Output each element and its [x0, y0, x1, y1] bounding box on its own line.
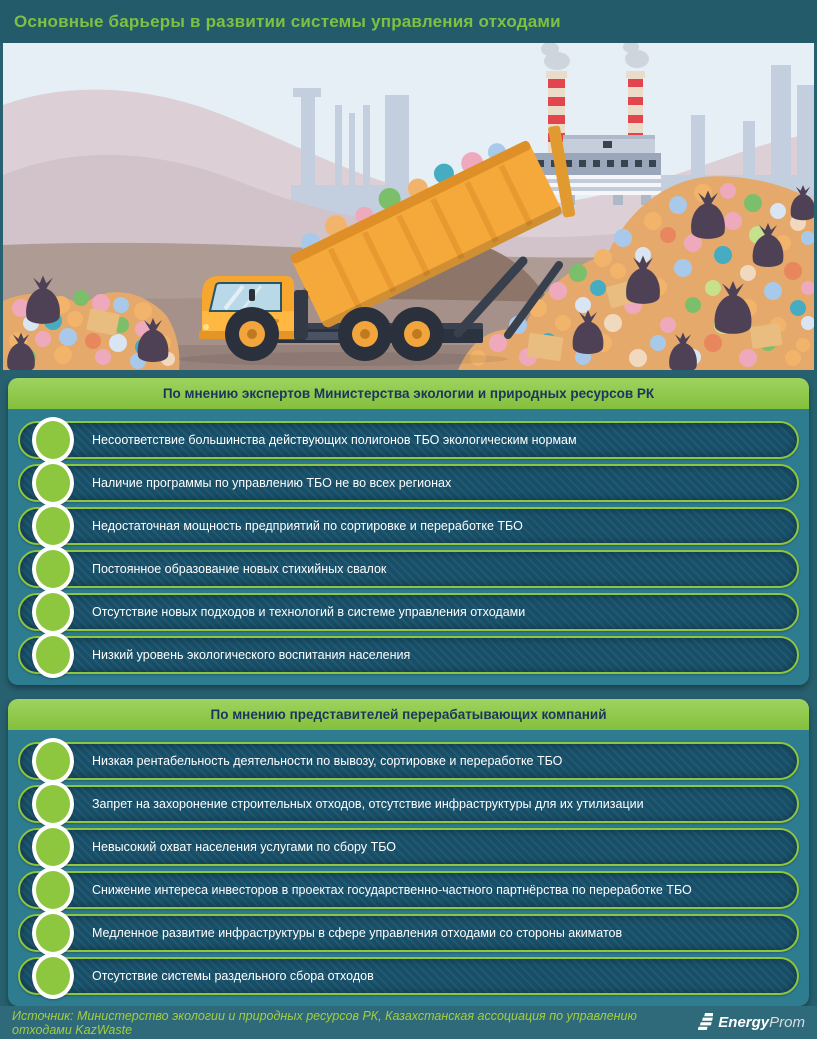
barrier-item — [18, 871, 799, 909]
barrier-item — [18, 785, 799, 823]
barrier-item — [18, 914, 799, 952]
title-bar — [0, 0, 817, 43]
barrier-text: Запрет на захоронение строительных отходов, отсутствие инфраструктуры для их утилизации — [92, 797, 644, 811]
logo-text-energy: Energy — [718, 1013, 770, 1031]
energyprom-logo — [698, 1013, 805, 1032]
barrier-text: Снижение интереса инвесторов в проектах государственно-частного партнёрства по переработке ТБО — [92, 883, 692, 897]
logo-text-prom: Prom — [769, 1013, 805, 1031]
bullet-circle-icon — [32, 738, 74, 784]
barrier-item — [18, 593, 799, 631]
bullet-circle-icon — [32, 546, 74, 592]
barrier-text: Медленное развитие инфраструктуры в сфере управления отходами со стороны акиматов — [92, 926, 623, 940]
barrier-item — [18, 421, 799, 459]
bullet-circle-icon — [32, 867, 74, 913]
barrier-item — [18, 550, 799, 588]
barrier-item — [18, 957, 799, 995]
footer-bar — [0, 1006, 817, 1039]
section-ministry-experts — [8, 378, 809, 685]
energyprom-icon — [698, 1013, 713, 1032]
bullet-circle-icon — [32, 824, 74, 870]
barrier-item — [18, 828, 799, 866]
section-recycling-companies — [8, 699, 809, 1006]
bullet-circle-icon — [32, 589, 74, 635]
bullet-circle-icon — [32, 503, 74, 549]
source-text: Источник: Министерство экологии и природных ресурсов РК, Казахстанская ассоциация по управлению отходами KazWaste — [12, 1008, 637, 1037]
barrier-text: Постоянное образование новых стихийных свалок — [92, 562, 387, 576]
barrier-text: Низкая рентабельность деятельности по вывозу, сортировке и переработке ТБО — [92, 754, 563, 768]
barrier-list — [8, 409, 809, 685]
bullet-circle-icon — [32, 953, 74, 999]
barrier-list — [8, 730, 809, 1006]
barrier-item — [18, 507, 799, 545]
barrier-text: Отсутствие новых подходов и технологий в системе управления отходами — [92, 605, 526, 619]
section-title: По мнению представителей перерабатывающих компаний — [8, 699, 809, 730]
bullet-circle-icon — [32, 632, 74, 678]
barrier-item — [18, 742, 799, 780]
section-title: По мнению экспертов Министерства экологии и природных ресурсов РК — [8, 378, 809, 409]
bullet-circle-icon — [32, 417, 74, 463]
landfill-illustration — [3, 43, 814, 370]
barrier-text: Недостаточная мощность предприятий по сортировке и переработке ТБО — [92, 519, 523, 533]
bullet-circle-icon — [32, 910, 74, 956]
barrier-item — [18, 464, 799, 502]
infographic-title: Основные барьеры в развитии системы управления отходами — [14, 11, 561, 31]
barrier-item — [18, 636, 799, 674]
bullet-circle-icon — [32, 781, 74, 827]
barrier-text: Несоответствие большинства действующих полигонов ТБО экологическим нормам — [92, 433, 577, 447]
barrier-text: Наличие программы по управлению ТБО не во всех регионах — [92, 476, 452, 490]
barrier-text: Низкий уровень экологического воспитания населения — [92, 648, 411, 662]
barrier-text: Отсутствие системы раздельного сбора отходов — [92, 969, 374, 983]
bullet-circle-icon — [32, 460, 74, 506]
barrier-text: Невысокий охват населения услугами по сбору ТБО — [92, 840, 397, 854]
